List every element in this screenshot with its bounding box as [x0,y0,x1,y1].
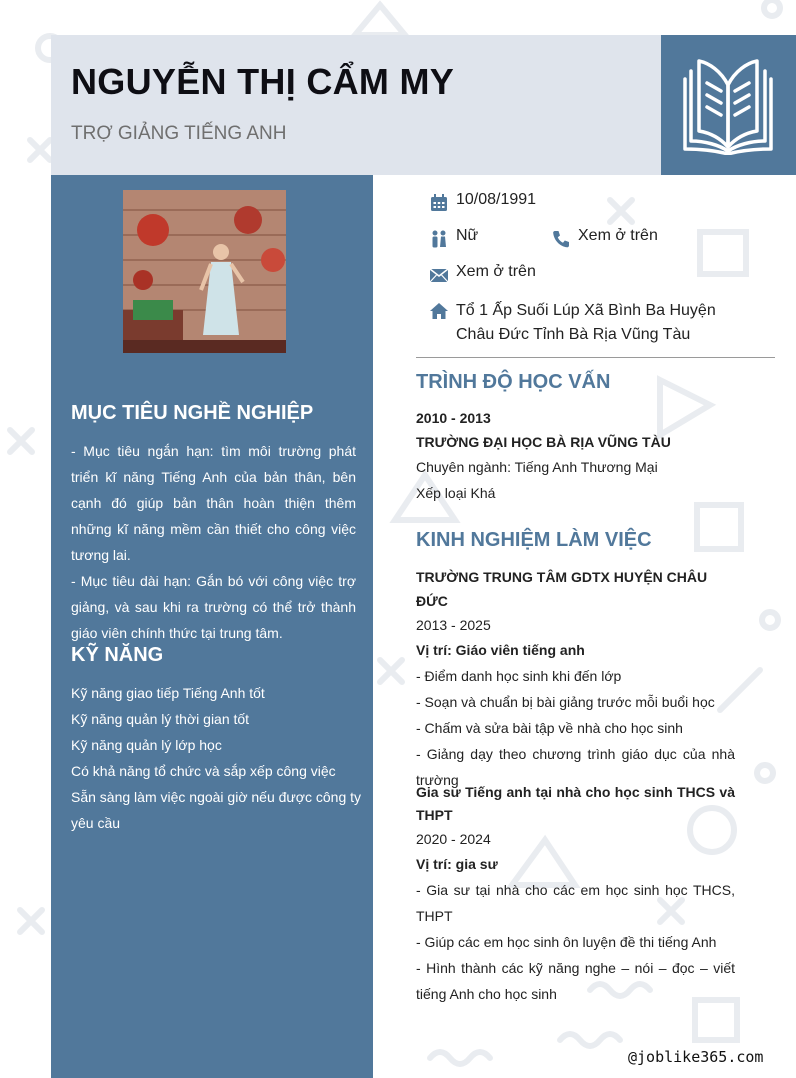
education-rank: Xếp loại Khá [416,485,496,501]
email-value: Xem ở trên [456,263,536,280]
experience-company: Gia sư Tiếng anh tại nhà cho học sinh THCS và THPT [416,784,735,823]
experience-task: - Giảng dạy theo chương trình giáo dục của nhà trường [416,746,735,788]
experience-company: TRƯỜNG TRUNG TÂM GDTX HUYỆN CHÂU ĐỨC [416,569,708,609]
experience-years: 2013 - 2025 [416,617,491,633]
objective-short-term: - Mục tiêu ngắn hạn: tìm môi trường phát triển kĩ năng Tiếng Anh của bản thân, bên cạnh đó giúp bản thân hoàn thiện thêm những kĩ năng mềm cần thiết cho công việc tương lai. [71,443,356,563]
gender-icon [428,228,450,250]
experience-task: - Hình thành các kỹ năng nghe – nói – đọc – viết tiếng Anh cho học sinh [416,960,735,1002]
address-value: Tổ 1 Ấp Suối Lúp Xã Bình Ba Huyện Châu Đức Tỉnh Bà Rịa Vũng Tàu [456,302,716,343]
experience-item [416,781,735,1007]
skills-list [71,680,361,836]
contact-gender [428,227,478,250]
skills-heading: KỸ NĂNG [71,644,164,666]
list-item: Kỹ năng quản lý thời gian tốt [71,711,250,727]
section-divider [416,357,775,358]
contact-phone [550,227,658,250]
gender-value: Nữ [456,227,479,244]
phone-icon [550,228,572,250]
objective-heading: MỤC TIÊU NGHỀ NGHIỆP [71,402,314,424]
contact-address [428,299,758,347]
home-icon [428,300,450,322]
experience-heading: KINH NGHIỆM LÀM VIỆC [416,529,652,551]
birthday-value: 10/08/1991 [456,191,537,208]
education-school: TRƯỜNG ĐẠI HỌC BÀ RỊA VŨNG TÀU [416,434,671,450]
experience-task: - Chấm và sửa bài tập về nhà cho học sinh [416,720,683,736]
experience-task: - Điểm danh học sinh khi đến lớp [416,668,622,684]
list-item: Sẵn sàng làm việc ngoài giờ nếu được công ty yêu cầu [71,789,362,831]
experience-years: 2020 - 2024 [416,831,491,847]
job-title: TRỢ GIẢNG TIẾNG ANH [71,123,287,144]
footer-watermark: @joblike365.com [628,1048,764,1066]
contact-email [428,263,536,286]
profile-photo [123,190,286,353]
sidebar [51,175,373,1078]
list-item: Kỹ năng giao tiếp Tiếng Anh tốt [71,685,265,701]
phone-value: Xem ở trên [578,227,658,244]
contact-birthday [428,191,536,214]
objective-text [71,438,356,646]
experience-task: - Soạn và chuẩn bị bài giảng trước mỗi buổi học [416,694,715,710]
mail-icon [428,264,450,286]
objective-long-term: - Mục tiêu dài hạn: Gắn bó với công việc trợ giảng, và sau khi ra trường có thể trở thành giáo viên chính thức tại trung tâm. [71,573,356,641]
calendar-icon [428,192,450,214]
list-item: Có khả năng tổ chức và sắp xếp công việc [71,763,336,779]
education-heading: TRÌNH ĐỘ HỌC VẤN [416,371,611,393]
experience-position: Vị trí: Giáo viên tiếng anh [416,642,585,658]
experience-item [416,565,735,793]
candidate-name: NGUYỄN THỊ CẨM MY [71,61,455,102]
experience-task: - Gia sư tại nhà cho các em học sinh học THCS, THPT [416,882,735,924]
experience-position: Vị trí: gia sư [416,856,498,872]
education-major: Chuyên ngành: Tiếng Anh Thương Mại [416,459,658,475]
book-logo-box [661,35,796,175]
education-block [416,406,735,506]
education-years: 2010 - 2013 [416,410,491,426]
list-item: Kỹ năng quản lý lớp học [71,737,222,753]
experience-task: - Giúp các em học sinh ôn luyện đề thi tiếng Anh [416,934,717,950]
header-banner [51,35,661,175]
book-icon [681,57,777,155]
